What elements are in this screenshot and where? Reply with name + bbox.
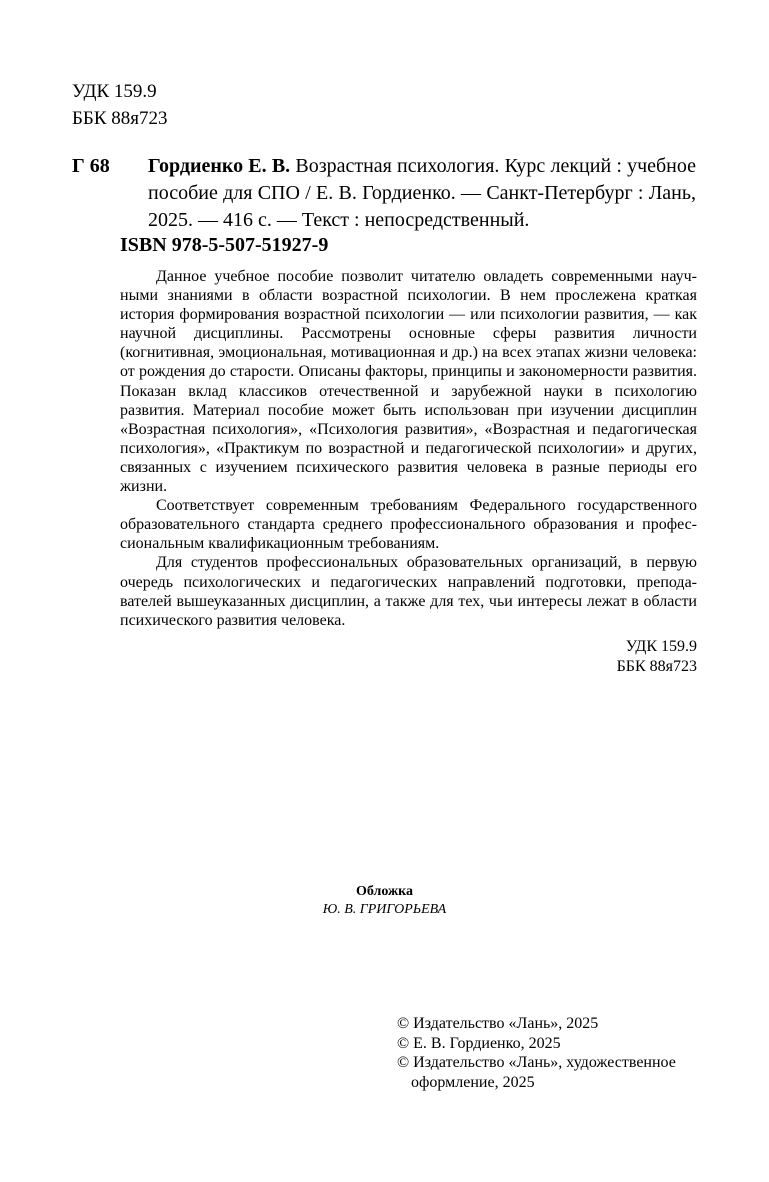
abstract [120, 267, 697, 630]
author-sign: Г 68 [72, 155, 110, 177]
cover-label: Обложка [355, 884, 414, 899]
classification-footer [617, 637, 697, 676]
udk-code-bottom: УДК 159.9 [625, 638, 697, 655]
copyright-publisher: © Издательство «Лань», 2025 [397, 1015, 599, 1032]
author-name: Гордиенко Е. В. [148, 155, 291, 177]
bibliographic-record [148, 153, 696, 234]
copyright-author: © Е. В. Гордиенко, 2025 [397, 1034, 561, 1052]
copyright-design: © Издательство «Лань», художественное [397, 1054, 676, 1071]
udk-code: УДК 159.9 [72, 81, 157, 102]
bibliographic-description: Возрастная психология. Курс лекций : учебное пособие для СПО / Е. В. Гордиенко. — Санкт-Петербург : Лань, 2025. — 416 с. — Текст : непосредственный. [148, 155, 697, 231]
abstract-paragraph: Данное учебное пособие позволит читателю овладеть современными научными знаниями в области возрастной психологии. В нем прослежена краткая история формирования возрастной психологии — или психологии развития, — как научной дисциплины. Рассмотрены основные сферы развития личности (когнитивная, эмоциональная, мотивационная и др.) на всех этапах жизни человека: от рождения до старости. Описаны факторы, принципы и закономерности развития. Показан вклад классиков отечественной и зарубежной науки в психологию развития. Материал пособие может быть использован при изучении дисциплин «Возрастная психология», «Психология развития», «Возрастная и педагогическая психология», «Практикум по возрастной и педагогической психологии» и других, связанных с изучением психического развития человека в разные периоды его жизни. [120, 268, 697, 496]
abstract-paragraph: Соответствует современным требованиям Федерального государственного образовательного стандарта среднего профессионального образования и профессиональным квалификационным требованиям. [120, 497, 697, 553]
bbk-code-bottom: ББК 88я723 [616, 657, 697, 675]
cover-designer: Ю. В. ГРИГОРЬЕВА [322, 902, 447, 917]
bbk-code: ББК 88я723 [72, 108, 168, 129]
classification-header [72, 78, 167, 132]
isbn: ISBN 978-5-507-51927-9 [120, 234, 329, 256]
abstract-paragraph: Для студентов профессиональных образовательных организаций, в первую очередь психологических и педагогических направлений подготовки, преподавателей вышеуказанных дисциплин, а также для тех, чьи интересы лежат в области психического развития человека. [120, 554, 697, 629]
copyright-design-continued: оформление, 2025 [411, 1073, 535, 1091]
cover-credit [0, 883, 769, 919]
copyright-block [397, 1014, 697, 1092]
